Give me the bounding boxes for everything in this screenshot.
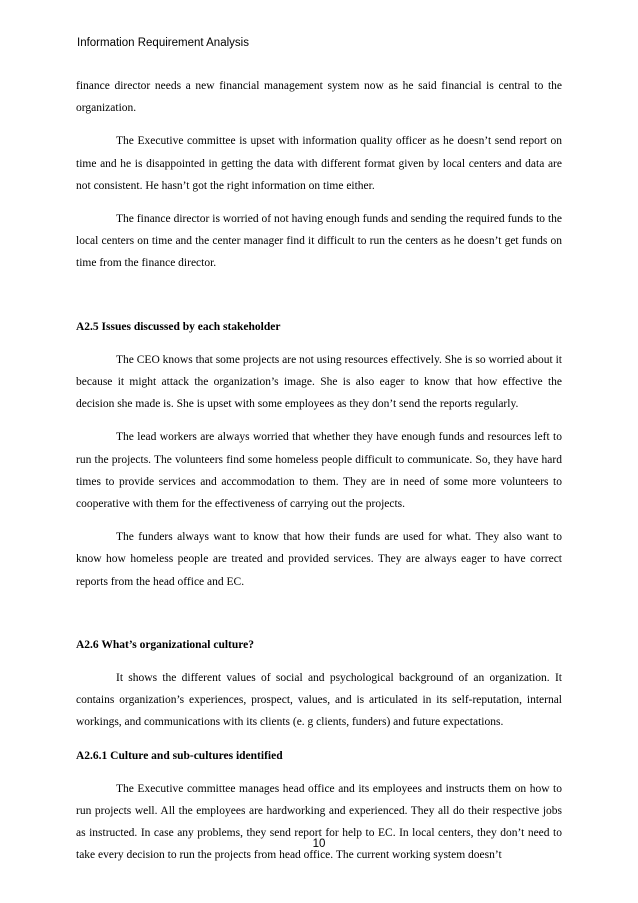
heading-a2-5: A2.5 Issues discussed by each stakeholder xyxy=(76,320,281,333)
spacer xyxy=(76,286,562,316)
paragraph-executive-committee: The Executive committee is upset with information quality officer as he doesn’t send report on time and he is disappointed in getting the data with different format given by local centers and data are not consistent. He hasn’t got the right information on time either. xyxy=(76,135,562,192)
paragraph-finance-director: The finance director is worried of not having enough funds and sending the required funds to the local centers on time and the center manager find it difficult to run the centers as he doesn’t get funds on time from the finance director. xyxy=(76,213,562,270)
heading-a2-6: A2.6 What’s organizational culture? xyxy=(76,638,255,651)
heading-a2-6-1: A2.6.1 Culture and sub-cultures identified xyxy=(76,749,283,762)
paragraph-continuation: finance director needs a new financial management system now as he said financial is central to the organization. xyxy=(76,80,562,115)
paragraph-culture-subcultures: The Executive committee manages head office and its employees and instructs them on how to run projects well. All the employees are hardworking and experienced. They all do their respective jobs as instructed. In case any problems, they send report for help to EC. In local centers, they don’t need to take every decision to run the projects from head office. The current working system doesn’t xyxy=(76,782,562,862)
document-body xyxy=(76,75,562,878)
paragraph-org-culture: It shows the different values of social and psychological background of an organization. It contains organization’s experiences, prospect, values, and is articulated in its self-reputation, internal workings, and communications with its clients (e. g clients, funders) and future expectations. xyxy=(76,672,562,729)
paragraph-ceo: The CEO knows that some projects are not using resources effectively. She is so worried about it because it might attack the organization’s image. She is also eager to know that how effective the decision she made is. She is upset with some employees as they don’t send the reports regularly. xyxy=(76,353,562,411)
paragraph-funders: The funders always want to know that how their funds are used for what. They also want to know how homeless people are treated and provided services. They are always eager to have correct reports from the head office and EC. xyxy=(76,531,562,588)
spacer xyxy=(76,604,562,634)
paragraph-lead-workers: The lead workers are always worried that whether they have enough funds and resources left to run the projects. The volunteers find some homeless people difficult to communicate. So, they have hard times to provide services and accommodation to them. They are in need of some more volunteers to cooperative with them for the effectiveness of carrying out the projects. xyxy=(76,431,562,511)
page-number: 10 xyxy=(312,838,326,850)
running-header: Information Requirement Analysis xyxy=(77,37,249,49)
